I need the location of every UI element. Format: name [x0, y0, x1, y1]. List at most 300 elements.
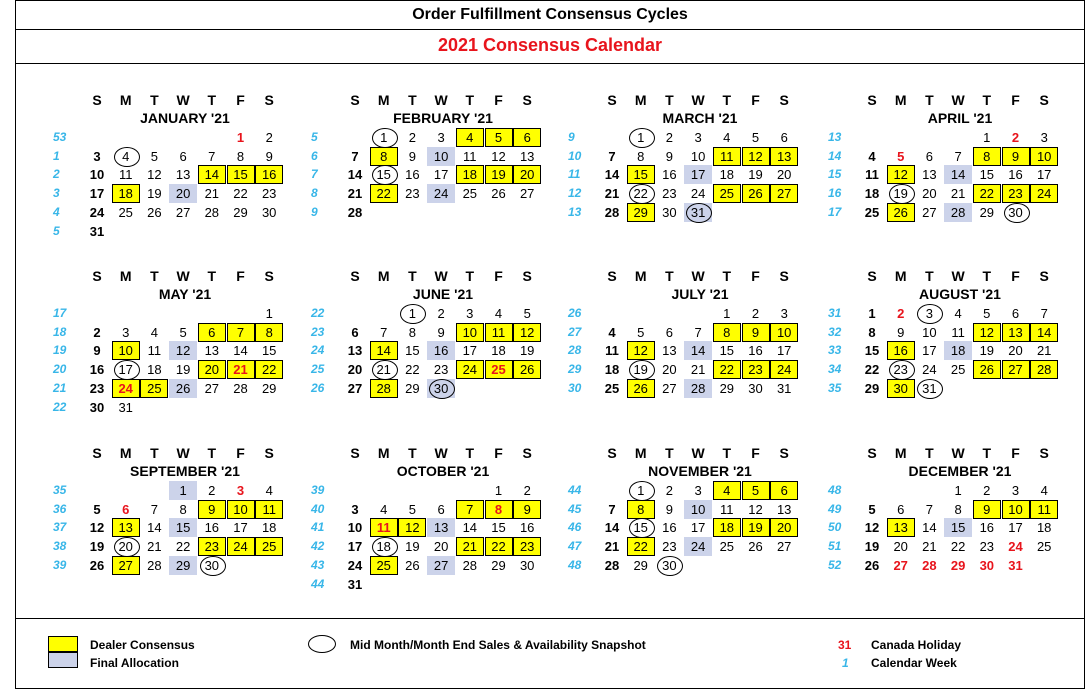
day-cell: 31	[1008, 557, 1023, 573]
day-cell: 15	[979, 167, 995, 183]
day-cell: 4	[494, 306, 503, 321]
day-cell: 3	[915, 304, 943, 323]
day-cell: 27	[175, 204, 191, 220]
day-cell: 26	[748, 539, 763, 555]
week-number: 21	[53, 380, 67, 395]
day-cell: 15	[491, 520, 506, 536]
weekday-header: S	[522, 92, 532, 108]
day-cell: 25	[485, 360, 513, 379]
day-cell: 14	[370, 341, 398, 360]
day-cell: 27	[776, 539, 792, 555]
weekday-header: M	[377, 268, 390, 284]
day-cell: 2	[665, 130, 673, 145]
day-cell: 12	[742, 147, 770, 166]
month-block	[570, 445, 810, 605]
day-cell: 10	[684, 500, 712, 519]
weekday-header: T	[207, 92, 217, 108]
day-cell: 16	[1008, 167, 1023, 183]
day-cell: 13	[776, 501, 792, 517]
day-cell: 20	[347, 362, 363, 378]
day-cell: 28	[684, 379, 712, 398]
day-cell: 12	[513, 323, 541, 342]
day-cell: 11	[485, 323, 513, 342]
day-cell: 20	[662, 362, 677, 378]
week-number: 16	[828, 186, 842, 201]
day-cell: 29	[979, 204, 995, 220]
day-cell: 25	[719, 539, 735, 555]
day-cell: 3	[1040, 130, 1048, 145]
week-number: 15	[828, 167, 842, 182]
day-cell: 25	[713, 184, 741, 203]
weekday-header: S	[1039, 445, 1049, 461]
day-cell: 24	[690, 186, 706, 202]
weekday-header: S	[350, 268, 360, 284]
day-cell: 7	[227, 323, 255, 342]
day-cell: 7	[1040, 306, 1048, 321]
day-cell: 5	[150, 148, 158, 164]
weekday-header: T	[465, 268, 475, 284]
day-cell: 30	[198, 556, 226, 575]
day-cell: 2	[665, 483, 673, 498]
day-cell: 24	[89, 204, 105, 220]
day-cell: 3	[466, 306, 474, 321]
day-cell: 29	[950, 557, 966, 573]
day-cell: 10	[456, 323, 484, 342]
day-cell: 14	[198, 165, 226, 184]
day-cell: 6	[770, 481, 798, 500]
weekday-header: W	[951, 445, 965, 461]
weekday-header: S	[1039, 268, 1049, 284]
day-cell: 9	[665, 501, 673, 517]
day-cell: 2	[983, 483, 991, 498]
weekday-header: M	[119, 268, 132, 284]
weekday-header: W	[434, 445, 448, 461]
day-cell: 11	[118, 167, 133, 183]
day-cell: 15	[944, 518, 972, 537]
week-number: 46	[568, 520, 582, 535]
day-cell: 1	[954, 483, 962, 498]
day-cell: 23	[979, 539, 995, 555]
month-block	[830, 92, 1070, 252]
day-cell: 8	[255, 323, 283, 342]
week-number: 8	[311, 186, 318, 201]
month-block	[55, 445, 295, 605]
day-cell: 30	[89, 399, 105, 415]
day-cell: 2	[751, 306, 760, 321]
day-cell: 13	[204, 343, 220, 359]
day-cell: 5	[637, 324, 645, 340]
month-name: OCTOBER '21	[396, 463, 490, 479]
day-cell: 5	[485, 128, 513, 147]
day-cell: 10	[922, 324, 937, 340]
day-cell: 21	[690, 362, 706, 378]
day-cell: 7	[208, 148, 216, 164]
weekday-header: S	[350, 445, 360, 461]
day-cell: 6	[122, 501, 130, 517]
day-cell: 17	[347, 539, 363, 555]
weekday-header: F	[236, 92, 245, 108]
day-cell: 31	[118, 399, 133, 415]
weekday-header: T	[465, 92, 475, 108]
day-cell: 4	[112, 147, 140, 166]
day-cell: 22	[864, 362, 880, 378]
weekday-header: M	[634, 445, 647, 461]
day-cell: 26	[147, 204, 162, 220]
week-number: 14	[828, 148, 842, 163]
weekday-header: F	[751, 92, 760, 108]
weekday-header: S	[779, 92, 789, 108]
day-cell: 5	[897, 148, 905, 164]
day-cell: 11	[370, 518, 398, 537]
day-cell: 29	[233, 204, 248, 220]
day-cell: 12	[627, 341, 655, 360]
day-cell: 23	[662, 539, 677, 555]
weekday-header: W	[176, 92, 190, 108]
weekday-header: S	[92, 92, 102, 108]
day-cell: 11	[720, 501, 734, 517]
day-cell: 17	[922, 343, 937, 359]
week-number: 50	[828, 520, 842, 535]
legend-dealer-consensus: Dealer Consensus	[90, 638, 195, 652]
week-number: 17	[828, 204, 842, 219]
day-cell: 14	[147, 520, 162, 536]
weekday-header: W	[691, 268, 705, 284]
week-number: 32	[828, 324, 842, 339]
day-cell: 29	[627, 203, 655, 222]
weekday-header: T	[982, 445, 992, 461]
day-cell: 1	[494, 483, 503, 498]
day-cell: 15	[169, 518, 197, 537]
weekday-header: S	[779, 268, 789, 284]
day-cell: 22	[485, 537, 513, 556]
day-cell: 24	[770, 360, 798, 379]
day-cell: 21	[950, 186, 966, 202]
day-cell: 15	[405, 343, 420, 359]
day-cell: 27	[519, 186, 535, 202]
week-number: 48	[568, 557, 582, 572]
day-cell: 23	[513, 537, 541, 556]
day-cell: 2	[897, 306, 905, 321]
day-cell: 10	[690, 148, 706, 164]
day-cell: 12	[491, 148, 506, 164]
week-number: 33	[828, 343, 842, 358]
day-cell: 17	[433, 167, 449, 183]
day-cell: 21	[204, 186, 220, 202]
week-number: 9	[311, 204, 318, 219]
day-cell: 25	[950, 362, 966, 378]
day-cell: 17	[1008, 520, 1023, 536]
day-cell: 5	[523, 306, 531, 321]
day-cell: 28	[347, 204, 363, 220]
weekday-header: F	[236, 445, 245, 461]
day-cell: 20	[1008, 343, 1023, 359]
week-number: 18	[53, 324, 67, 339]
day-cell: 16	[89, 362, 105, 378]
day-cell: 11	[951, 324, 965, 340]
day-cell: 18	[370, 537, 398, 556]
week-number: 45	[568, 501, 582, 516]
day-cell: 13	[175, 167, 191, 183]
week-number: 47	[568, 539, 582, 554]
weekday-header: S	[607, 268, 617, 284]
day-cell: 11	[463, 148, 477, 164]
weekday-header: T	[408, 445, 417, 461]
day-cell: 24	[427, 184, 455, 203]
day-cell: 18	[604, 362, 620, 378]
day-cell: 17	[690, 520, 706, 536]
day-cell: 17	[1036, 167, 1052, 183]
day-cell: 13	[770, 147, 798, 166]
day-cell: 13	[519, 148, 535, 164]
day-cell: 14	[604, 167, 620, 183]
week-number: 12	[568, 186, 582, 201]
week-number: 17	[53, 306, 67, 320]
day-cell: 18	[456, 165, 484, 184]
week-number: 27	[568, 324, 582, 339]
day-cell: 6	[897, 501, 905, 517]
weekday-header: S	[779, 445, 789, 461]
day-cell: 27	[922, 204, 937, 220]
weekday-header: F	[236, 268, 245, 284]
weekday-header: S	[867, 92, 877, 108]
day-cell: 22	[950, 539, 966, 555]
day-cell: 13	[427, 518, 455, 537]
weekday-header: T	[982, 92, 992, 108]
weekday-header: S	[92, 445, 102, 461]
month-block	[55, 92, 295, 252]
day-cell: 28	[604, 204, 620, 220]
week-number: 22	[311, 306, 325, 320]
day-cell: 27	[1002, 360, 1030, 379]
day-cell: 19	[89, 539, 105, 555]
day-cell: 3	[437, 130, 445, 145]
weekday-header: T	[982, 268, 992, 284]
week-number: 5	[53, 223, 60, 238]
weekday-header: T	[925, 92, 934, 108]
weekday-header: M	[377, 92, 390, 108]
day-cell: 23	[89, 380, 105, 396]
weekday-header: F	[494, 92, 503, 108]
day-cell: 13	[347, 343, 363, 359]
day-cell: 6	[780, 130, 788, 145]
day-cell: 8	[868, 324, 876, 340]
weekday-header: F	[1011, 445, 1020, 461]
day-cell: 22	[370, 184, 398, 203]
day-cell: 1	[236, 130, 245, 145]
month-name: JANUARY '21	[140, 110, 230, 126]
day-cell: 22	[175, 539, 191, 555]
day-cell: 4	[456, 128, 484, 147]
day-cell: 28	[1030, 360, 1058, 379]
day-cell: 27	[893, 557, 908, 573]
day-cell: 13	[887, 518, 915, 537]
day-cell: 12	[398, 518, 426, 537]
divider	[15, 63, 1085, 64]
day-cell: 11	[865, 167, 879, 183]
weekday-header: T	[408, 92, 417, 108]
day-cell: 16	[204, 520, 220, 536]
day-cell: 20	[893, 539, 908, 555]
weekday-header: W	[691, 92, 705, 108]
day-cell: 20	[112, 537, 140, 556]
day-cell: 13	[112, 518, 140, 537]
day-cell: 13	[1002, 323, 1030, 342]
week-number: 2	[53, 167, 60, 182]
day-cell: 28	[944, 203, 972, 222]
day-cell: 8	[973, 147, 1001, 166]
day-cell: 29	[405, 380, 420, 396]
month-name: MAY '21	[158, 286, 212, 302]
day-cell: 17	[462, 343, 478, 359]
day-cell: 10	[89, 167, 105, 183]
weekday-header: M	[634, 92, 647, 108]
weekday-header: W	[951, 92, 965, 108]
day-cell: 21	[370, 360, 398, 379]
day-cell: 14	[347, 167, 363, 183]
week-number: 51	[828, 539, 842, 554]
week-number: 36	[53, 501, 67, 516]
week-number: 49	[828, 501, 842, 516]
day-cell: 1	[983, 130, 991, 145]
day-cell: 6	[1011, 306, 1020, 321]
divider	[15, 618, 1085, 619]
day-cell: 24	[112, 379, 140, 398]
week-number: 26	[568, 306, 582, 320]
week-number: 44	[311, 576, 325, 591]
day-cell: 20	[513, 165, 541, 184]
week-number: 43	[311, 557, 325, 572]
weekday-header: S	[1039, 92, 1049, 108]
day-cell: 26	[864, 557, 880, 573]
day-cell: 19	[147, 186, 162, 202]
day-cell: 31	[89, 223, 105, 239]
weekday-header: F	[751, 268, 760, 284]
weekday-header: W	[434, 268, 448, 284]
month-name: NOVEMBER '21	[648, 463, 752, 479]
day-cell: 28	[147, 557, 162, 573]
week-number: 39	[311, 483, 325, 497]
day-cell: 12	[887, 165, 915, 184]
day-cell: 29	[261, 380, 277, 396]
week-number: 11	[568, 167, 581, 182]
week-number: 7	[311, 167, 318, 182]
day-cell: 19	[405, 539, 420, 555]
month-block	[313, 268, 553, 428]
day-cell: 26	[973, 360, 1001, 379]
weekday-header: S	[522, 445, 532, 461]
week-number: 13	[828, 130, 842, 144]
day-cell: 7	[608, 148, 616, 164]
day-cell: 28	[922, 557, 937, 573]
month-block	[830, 445, 1070, 605]
legend-calendar-week: Calendar Week	[871, 656, 957, 670]
day-cell: 27	[662, 380, 677, 396]
day-cell: 19	[887, 184, 915, 203]
week-number: 30	[568, 380, 582, 395]
day-cell: 5	[408, 501, 416, 517]
day-cell: 4	[608, 324, 616, 340]
day-cell: 30	[979, 557, 995, 573]
day-cell: 11	[713, 147, 741, 166]
day-cell: 8	[236, 148, 245, 164]
day-cell: 15	[370, 165, 398, 184]
day-cell: 3	[780, 306, 788, 321]
weekday-header: S	[264, 445, 274, 461]
day-cell: 25	[604, 380, 620, 396]
day-cell: 9	[513, 500, 541, 519]
day-cell: 8	[627, 500, 655, 519]
day-cell: 16	[887, 341, 915, 360]
weekday-header: T	[207, 445, 217, 461]
week-number: 5	[311, 130, 318, 144]
day-cell: 8	[485, 500, 513, 519]
day-cell: 26	[169, 379, 197, 398]
day-cell: 1	[627, 128, 655, 147]
day-cell: 27	[112, 556, 140, 575]
day-cell: 12	[169, 341, 197, 360]
day-cell: 4	[868, 148, 876, 164]
month-name: APRIL '21	[927, 110, 993, 126]
week-number: 13	[568, 204, 582, 219]
day-cell: 6	[179, 148, 187, 164]
week-number: 9	[568, 130, 575, 144]
allocation-swatch	[48, 652, 78, 668]
day-cell: 18	[261, 520, 277, 536]
day-cell: 15	[261, 343, 277, 359]
day-cell: 15	[227, 165, 255, 184]
day-cell: 5	[179, 324, 187, 340]
weekday-header: T	[722, 92, 732, 108]
day-cell: 22	[973, 184, 1001, 203]
day-cell: 14	[462, 520, 478, 536]
day-cell: 4	[954, 306, 962, 321]
day-cell: 1	[169, 481, 197, 500]
day-cell: 18	[112, 184, 140, 203]
weekday-header: M	[894, 445, 907, 461]
weekday-header: T	[465, 445, 475, 461]
month-block	[55, 268, 295, 428]
day-cell: 6	[437, 501, 445, 517]
weekday-header: S	[607, 445, 617, 461]
day-cell: 9	[1002, 147, 1030, 166]
day-cell: 14	[944, 165, 972, 184]
day-cell: 22	[255, 360, 283, 379]
day-cell: 8	[408, 324, 416, 340]
day-cell: 28	[233, 380, 248, 396]
day-cell: 6	[665, 324, 673, 340]
day-cell: 30	[519, 557, 535, 573]
month-name: JULY '21	[671, 286, 729, 302]
day-cell: 24	[456, 360, 484, 379]
day-cell: 8	[954, 501, 962, 517]
day-cell: 15	[627, 165, 655, 184]
day-cell: 12	[748, 501, 763, 517]
legend-final-allocation: Final Allocation	[90, 656, 179, 670]
weekday-header: T	[722, 445, 732, 461]
day-cell: 31	[915, 379, 943, 398]
weekday-header: M	[894, 92, 907, 108]
week-number: 40	[311, 501, 325, 516]
day-cell: 12	[89, 520, 105, 536]
day-cell: 2	[93, 324, 101, 340]
week-number: 4	[53, 204, 60, 219]
consensus-swatch	[48, 636, 78, 652]
day-cell: 23	[662, 186, 677, 202]
day-cell: 1	[398, 304, 426, 323]
day-cell: 21	[604, 186, 620, 202]
day-cell: 20	[922, 186, 937, 202]
day-cell: 8	[637, 148, 645, 164]
